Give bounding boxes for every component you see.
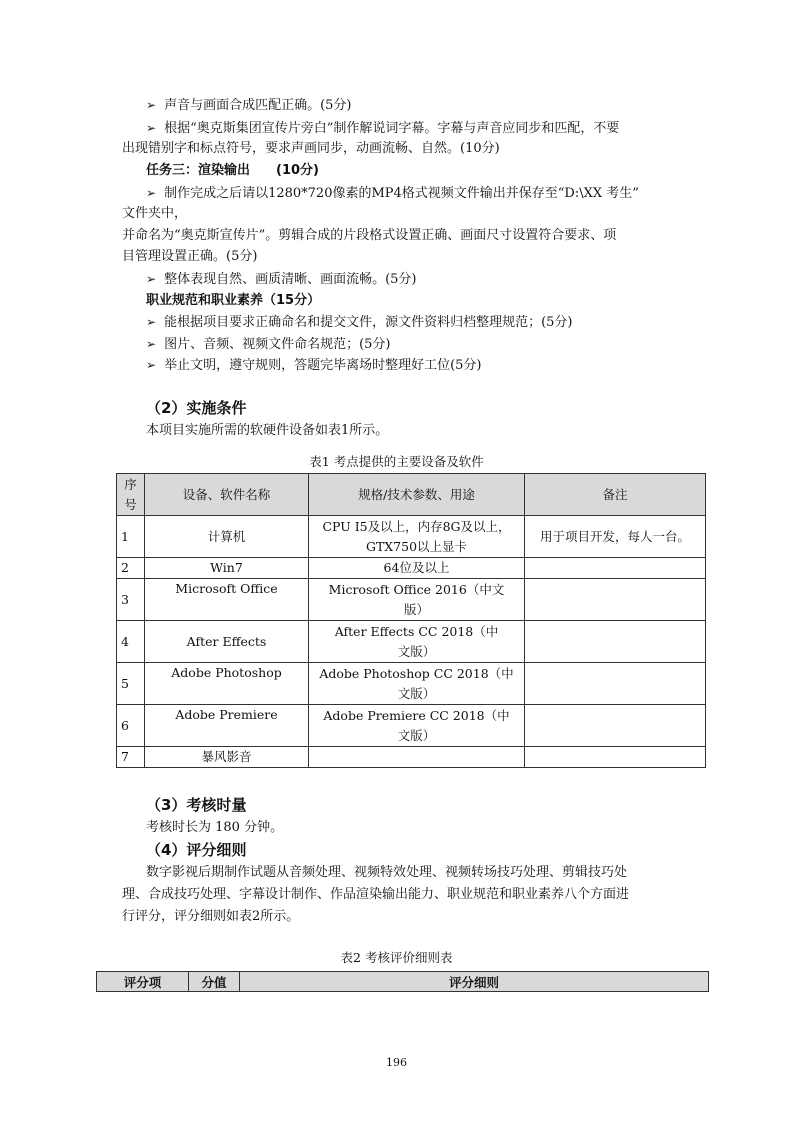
duration-text: 考核时长为 180 分钟。 <box>146 820 284 835</box>
scoring-text-2: 理、合成技巧处理、字幕设计制作、作品渲染输出能力、职业规范和职业素养八个方面进 <box>122 887 630 902</box>
cell-name: Win7 <box>145 558 309 579</box>
cell-name: 暴风影音 <box>145 747 309 768</box>
scoring-table <box>96 971 709 992</box>
cell-name: Adobe Premiere <box>145 705 309 747</box>
cell-spec: CPU I5及以上，内存8G及以上， GTX750以上显卡 <box>309 516 525 558</box>
cell-index: 1 <box>117 516 145 558</box>
section-heading-scoring: （4）评分细则 <box>146 841 247 859</box>
bullet-export: ➢ 制作完成之后请以1280*720像素的MP4格式视频文件输出并保存至“D:\XX 考生” <box>146 183 639 204</box>
scoring-text-1: 数字影视后期制作试题从音频处理、视频特效处理、视频转场技巧处理、剪辑技巧处 <box>146 865 628 880</box>
cell-note <box>525 621 706 663</box>
equipment-table <box>116 473 706 768</box>
cell-name: Microsoft Office <box>145 579 309 621</box>
cell-index: 5 <box>117 663 145 705</box>
cell-spec: 64位及以上 <box>309 558 525 579</box>
header-spec: 规格/技术参数、用途 <box>309 474 525 516</box>
bullet-overall: ➢ 整体表现自然、画质清晰、画面流畅。(5分) <box>146 269 416 290</box>
table-row <box>117 516 706 558</box>
section-heading-conditions: （2）实施条件 <box>146 399 247 417</box>
table-row <box>117 621 706 663</box>
cell-spec <box>309 747 525 768</box>
table-header-row <box>117 474 706 516</box>
cell-index: 3 <box>117 579 145 621</box>
cell-name: Adobe Photoshop <box>145 663 309 705</box>
table-row <box>117 558 706 579</box>
page-number: 196 <box>386 1056 407 1069</box>
table-row <box>117 579 706 621</box>
cell-index: 2 <box>117 558 145 579</box>
cell-note <box>525 747 706 768</box>
cell-index: 4 <box>117 621 145 663</box>
cell-spec: Microsoft Office 2016（中文 版） <box>309 579 525 621</box>
cell-index: 7 <box>117 747 145 768</box>
section-heading-duration: （3）考核时量 <box>146 796 247 814</box>
table-row <box>117 705 706 747</box>
conditions-text: 本项目实施所需的软硬件设备如表1所示。 <box>146 423 389 438</box>
header-note: 备注 <box>525 474 706 516</box>
table2-caption: 表2 考核评价细则表 <box>340 950 453 965</box>
header-criteria: 评分细则 <box>240 972 709 992</box>
header-index: 序 号 <box>117 474 145 516</box>
bullet-export-cont1: 文件夹中， <box>122 206 188 221</box>
table-row <box>117 747 706 768</box>
task3-heading: 任务三：渲染输出 (10分) <box>146 163 319 178</box>
table1-caption: 表1 考点提供的主要设备及软件 <box>309 454 484 469</box>
table-header-row <box>97 972 709 992</box>
header-item: 评分项 <box>97 972 189 992</box>
bullet-conduct: ➢ 举止文明，遵守规则，答题完毕离场时整理好工位(5分) <box>146 355 481 376</box>
cell-note <box>525 663 706 705</box>
bullet-export-cont2: 并命名为“奥克斯宣传片”。剪辑合成的片段格式设置正确、画面尺寸设置符合要求、项 <box>122 228 617 243</box>
cell-note <box>525 705 706 747</box>
cell-index: 6 <box>117 705 145 747</box>
bullet-file-naming: ➢ 图片、音频、视频文件命名规范；(5分) <box>146 334 390 355</box>
cell-spec: Adobe Photoshop CC 2018（中 文版） <box>309 663 525 705</box>
bullet-subtitle: ➢ 根据“奥克斯集团宣传片旁白”制作解说词字幕。字幕与声音应同步和匹配，不要 <box>146 118 619 139</box>
cell-note <box>525 579 706 621</box>
cell-note: 用于项目开发，每人一台。 <box>525 516 706 558</box>
bullet-naming: ➢ 能根据项目要求正确命名和提交文件，源文件资料归档整理规范；(5分) <box>146 312 572 333</box>
cell-spec: After Effects CC 2018（中 文版） <box>309 621 525 663</box>
bullet-sound-match: ➢ 声音与画面合成匹配正确。(5分) <box>146 95 351 116</box>
table-row <box>117 663 706 705</box>
cell-name: After Effects <box>145 621 309 663</box>
scoring-text-3: 行评分，评分细则如表2所示。 <box>122 909 300 924</box>
bullet-subtitle-cont: 出现错别字和标点符号，要求声画同步，动画流畅、自然。(10分) <box>122 141 500 156</box>
bullet-export-cont3: 目管理设置正确。(5分) <box>122 249 258 264</box>
cell-note <box>525 558 706 579</box>
cell-name: 计算机 <box>145 516 309 558</box>
header-points: 分值 <box>189 972 240 992</box>
professional-heading: 职业规范和职业素养（15分） <box>146 293 321 308</box>
cell-spec: Adobe Premiere CC 2018（中 文版） <box>309 705 525 747</box>
header-name: 设备、软件名称 <box>145 474 309 516</box>
